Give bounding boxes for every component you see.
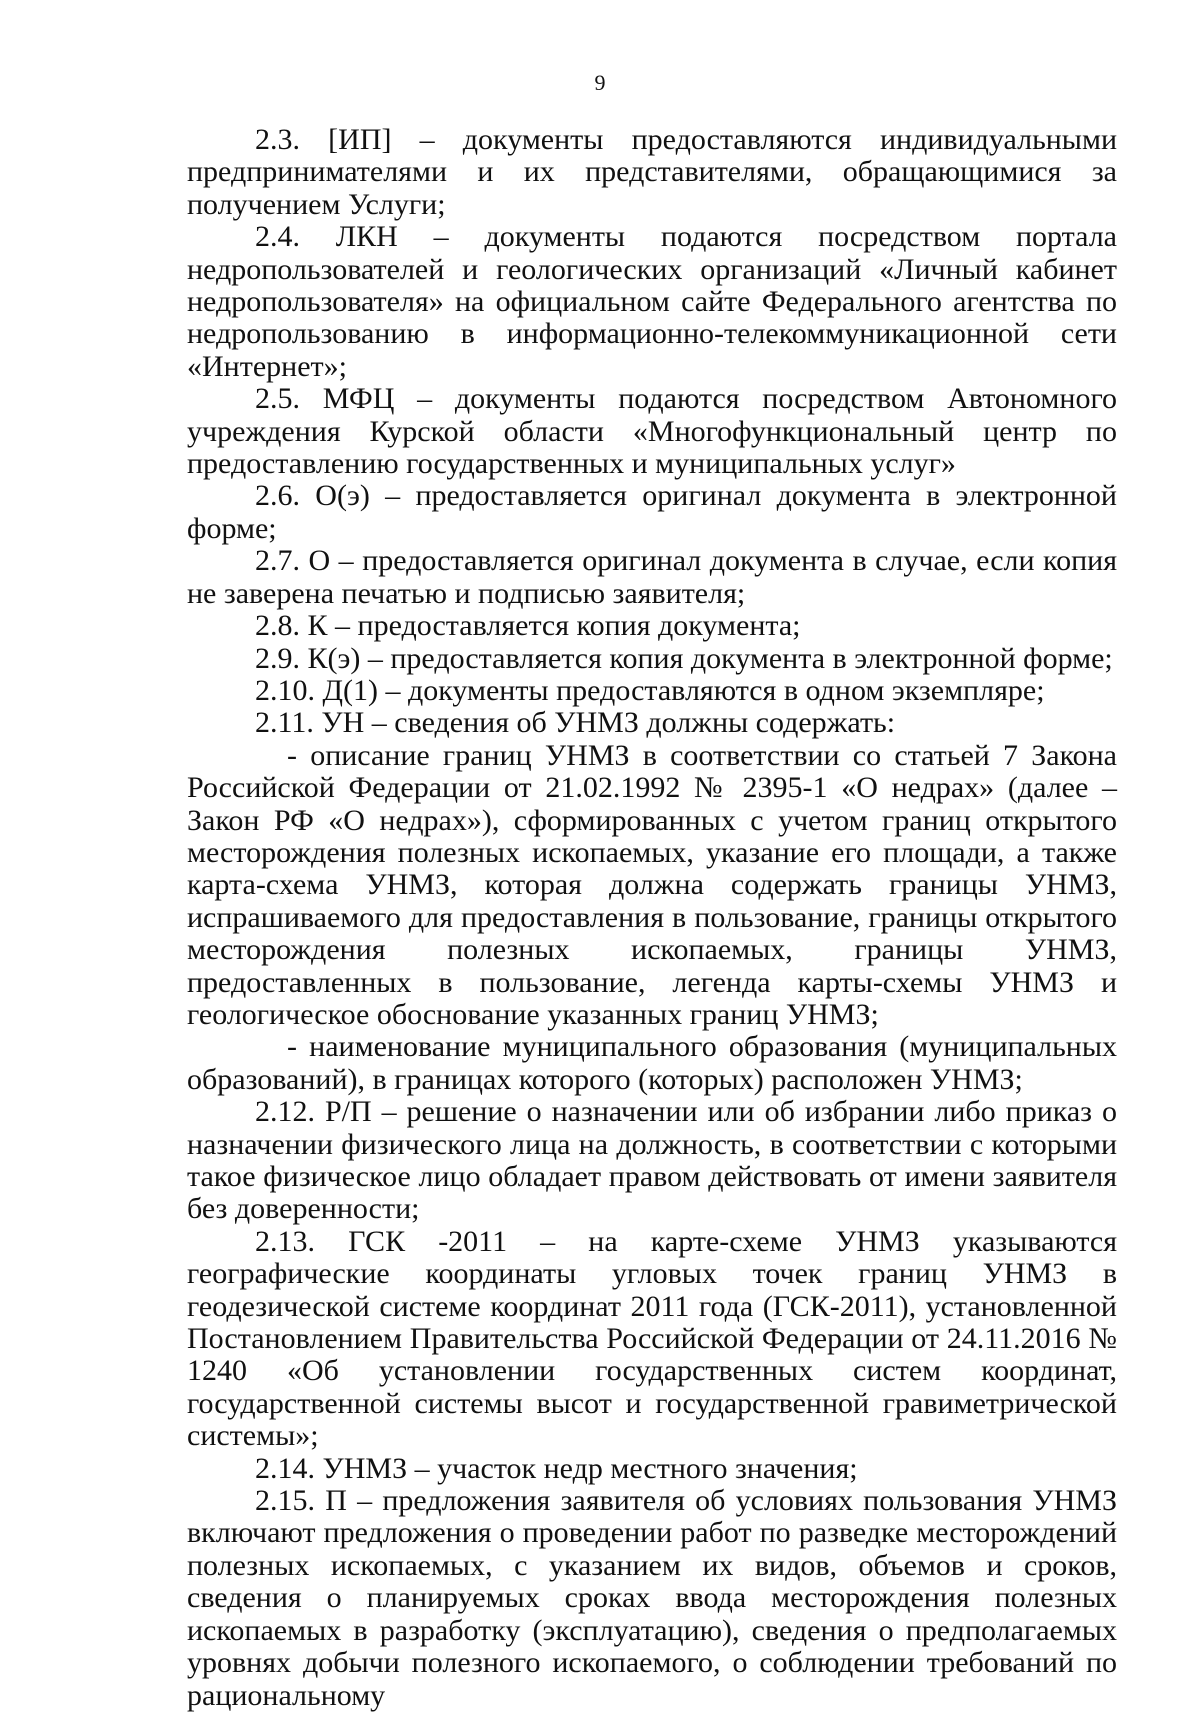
paragraph-2-5: 2.5. МФЦ – документы подаются посредством Автономного учреждения Курской области «Многофункциональный центр по предоставлению государственных и муниципальных услуг» [187,382,1117,481]
list-item-boundaries: - описание границ УНМЗ в соответствии со статьей 7 Закона Российской Федерации от 21.02.1992 № 2395-1 «О недрах» (далее – Закон РФ «О недрах»), сформированных с учетом границ открытого месторождения полезных ископаемых, указание его площади, а также карта-схема УНМЗ, которая должна содержать границы УНМЗ, испрашиваемого для предоставления в пользование, границы открытого месторождения полезных ископаемых, границы УНМЗ, предоставленных в пользование, легенда карты-схемы УНМЗ и геологическое обоснование указанных границ УНМЗ; [187,738,1117,1031]
paragraph-2-3: 2.3. [ИП] – документы предоставляются индивидуальными предпринимателями и их представителями, обращающимися за получением Услуги; [187,123,1117,221]
list-item-municipality: - наименование муниципального образования (муниципальных образований), в границах которого (которых) расположен УНМЗ; [187,1030,1117,1096]
paragraph-2-9: 2.9. К(э) – предоставляется копия документа в электронной форме; [255,641,1113,675]
paragraph-2-15: 2.15. П – предложения заявителя об условиях пользования УНМЗ включают предложения о проведении работ по разведке месторождений полезных ископаемых, с указанием их видов, объемов и сроков, сведения о планируемых сроках ввода месторождения полезных ископаемых в разработку (эксплуатацию), сведения о предполагаемых уровнях добычи полезного ископаемого, о соблюдении требований по рациональному [187,1484,1117,1712]
document-body [187,124,1117,1712]
paragraph-2-4: 2.4. ЛКН – документы подаются посредством портала недропользователей и геологических организаций «Личный кабинет недропользователя» на официальном сайте Федерального агентства по недропользованию в информационно-телекоммуникационной сети «Интернет»; [187,220,1117,383]
paragraph-2-8: 2.8. К – предоставляется копия документа; [255,609,801,643]
paragraph-2-6: 2.6. О(э) – предоставляется оригинал документа в электронной форме; [187,479,1117,545]
paragraph-2-13: 2.13. ГСК -2011 – на карте-схеме УНМЗ указываются географические координаты угловых точек границ УНМЗ в геодезической системе координат 2011 года (ГСК-2011), установленной Постановлением Правительства Российской Федерации от 24.11.2016 № 1240 «Об установлении государственных систем координат, государственной системы высот и государственной гравиметрической системы»; [187,1224,1117,1453]
paragraph-2-7: 2.7. О – предоставляется оригинал документа в случае, если копия не заверена печатью и подписью заявителя; [187,544,1117,610]
paragraph-2-11: 2.11. УН – сведения об УНМЗ должны содержать: [255,706,896,740]
paragraph-2-12: 2.12. Р/П – решение о назначении или об избрании либо приказ о назначении физического лица на должность, в соответствии с которыми такое физическое лицо обладает правом действовать от имени заявителя без доверенности; [187,1095,1117,1226]
page-number: 9 [594,70,606,95]
paragraph-2-14: 2.14. УНМЗ – участок недр местного значения; [255,1451,858,1485]
paragraph-2-10: 2.10. Д(1) – документы предоставляются в одном экземпляре; [255,673,1045,707]
